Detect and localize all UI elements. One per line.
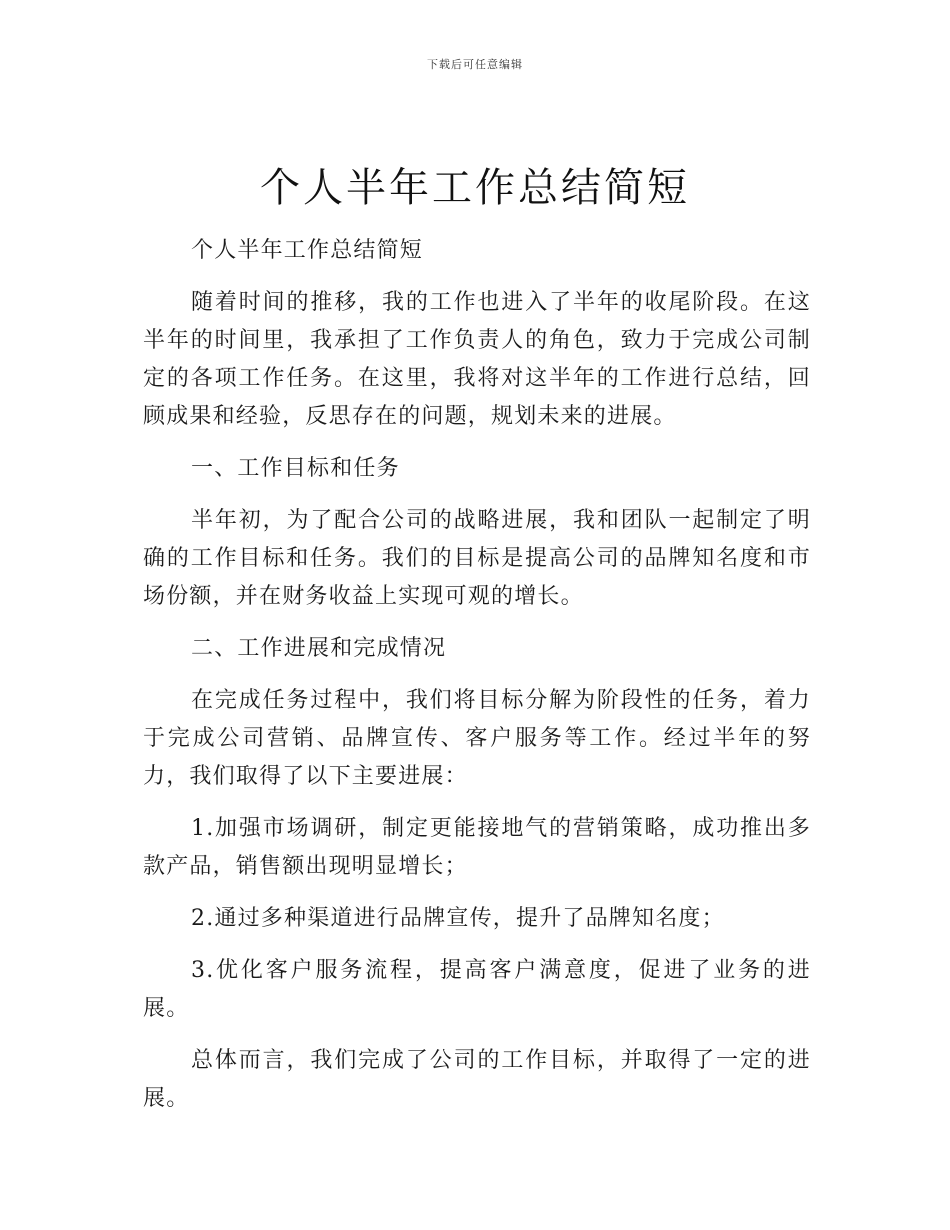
document-body <box>143 232 811 1132</box>
page-header: 下载后可任意编辑 <box>427 58 523 71</box>
summary-paragraph: 总体而言，我们完成了公司的工作目标，并取得了一定的进展。 <box>143 1048 811 1111</box>
progress-item-2: 2.通过多种渠道进行品牌宣传，提升了品牌知名度； <box>191 906 725 931</box>
document-title: 个人半年工作总结简短 <box>260 165 690 211</box>
intro-paragraph: 随着时间的推移，我的工作也进入了半年的收尾阶段。在这半年的时间里，我承担了工作负责人的角色，致力于完成公司制定的各项工作任务。在这里，我将对这半年的工作进行总结，回顾成果和经验，反思存在的问题，规划未来的进展。 <box>143 290 811 429</box>
progress-item-1: 1.加强市场调研，制定更能接地气的营销策略，成功推出多款产品，销售额出现明显增长； <box>143 816 811 879</box>
section-heading-progress: 二、工作进展和完成情况 <box>191 636 447 661</box>
goals-paragraph: 半年初，为了配合公司的战略进展，我和团队一起制定了明确的工作目标和任务。我们的目标是提高公司的品牌知名度和市场份额，并在财务收益上实现可观的增长。 <box>143 508 811 609</box>
progress-item-3: 3.优化客户服务流程，提高客户满意度，促进了业务的进展。 <box>143 958 811 1021</box>
subtitle-paragraph: 个人半年工作总结简短 <box>191 238 424 263</box>
section-heading-goals: 一、工作目标和任务 <box>191 456 400 481</box>
progress-paragraph: 在完成任务过程中，我们将目标分解为阶段性的任务，着力于完成公司营销、品牌宣传、客户服务等工作。经过半年的努力，我们取得了以下主要进展： <box>143 688 811 789</box>
